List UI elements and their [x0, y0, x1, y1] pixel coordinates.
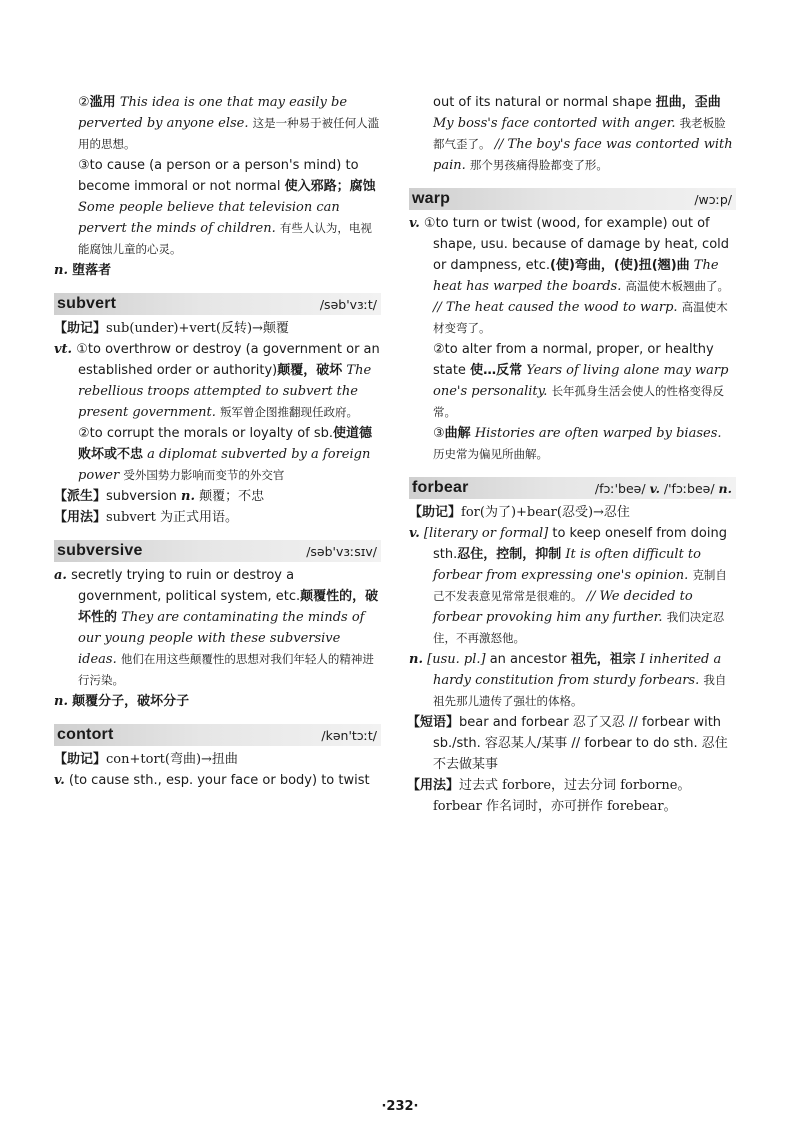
part-of-speech: v.	[409, 526, 420, 541]
example-translation: 那个男孩痛得脸都变了形。	[469, 158, 608, 172]
example-translation: 长年孤身生活会使人的性格变得反常。	[433, 384, 725, 419]
phrase-line	[409, 712, 736, 775]
right-column	[409, 92, 736, 817]
headword-bar-contort	[54, 724, 381, 746]
headword: subvert	[57, 295, 117, 312]
example-sentence: Some people believe that television can pervert the minds of children.	[78, 200, 340, 236]
pervert-sense-2	[54, 92, 381, 155]
part-of-speech: v.	[649, 480, 660, 496]
headword: warp	[412, 190, 451, 207]
phrase-tag: 【短语】	[407, 715, 460, 730]
example-sentence: The heat caused the wood to warp.	[445, 300, 678, 315]
pronunciation: /səb'vɜːt/	[319, 296, 377, 312]
sense-definition: to alter from a normal, proper, or healthy state	[433, 342, 714, 378]
part-of-speech: vt.	[54, 342, 73, 357]
mnemonic-tag: 【助记】	[409, 505, 462, 520]
subversive-adjective	[54, 565, 381, 691]
sense-definition-zh: 使入邪路；腐蚀	[284, 179, 376, 194]
example-sentence: We decided to forbear provoking him any further.	[433, 589, 693, 625]
example-translation: 我自祖先那儿遗传了强壮的体格。	[433, 673, 727, 708]
example-sentence: They are contaminating the minds of our young people with these subversive ideas.	[78, 610, 365, 667]
part-of-speech: n.	[54, 694, 68, 709]
example-translation: 他们在用这些颠覆性的思想对我们年轻人的精神进行污染。	[78, 652, 374, 687]
sense-definition: to cause (a person or a person's mind) to become immoral or not normal	[78, 158, 359, 194]
sense-definition: secretly trying to ruin or destroy a government, political system, etc.	[71, 568, 301, 604]
example-translation: 克制自己不发表意见常常是很难的。	[433, 568, 727, 603]
example-sentence: It is often difficult to forbear from expressing one's opinion.	[433, 547, 701, 583]
phrase-text: bear and forbear 忍了又忍 // forbear with sb./sth. 容忍某人/某事 // forbear to do sth. 忍住不去做某事	[433, 715, 728, 772]
contort-verb	[54, 770, 381, 791]
noun-definition: 颠覆分子，破坏分子	[72, 694, 190, 709]
derivation-line	[54, 486, 381, 507]
sense-definition-zh: 祖先，祖宗	[570, 652, 636, 667]
subvert-sense-2	[54, 423, 381, 486]
part-of-speech: n.	[718, 480, 732, 496]
usage-text: subvert 为正式用语。	[106, 510, 238, 525]
sense-number: ②	[78, 426, 90, 441]
headword: subversive	[57, 542, 143, 559]
register-label: [literary or formal]	[423, 526, 549, 541]
pronunciation-group	[595, 481, 732, 496]
derivation-tag: 【派生】	[54, 489, 107, 504]
example-translation: 有些人认为，电视能腐蚀儿童的心灵。	[78, 221, 372, 256]
sense-definition-zh: 使…反常	[470, 363, 523, 378]
mnemonic-text: con+tort(弯曲)→扭曲	[106, 752, 238, 767]
usage-label: [usu. pl.]	[427, 652, 486, 667]
pronunciation: /'fɔːbeə/	[663, 480, 715, 496]
left-column	[54, 92, 381, 791]
pronunciation: /wɔːp/	[694, 191, 732, 207]
usage-line	[54, 507, 381, 528]
sense-definition: to overthrow or destroy (a government or an established order or authority)	[78, 342, 380, 378]
derived-word-meaning: 颠覆；不忠	[199, 489, 265, 504]
headword: forbear	[412, 479, 469, 496]
sense-definition-zh: 颠覆性的，破坏性的	[78, 589, 379, 625]
example-sentence: The rebellious troops attempted to subvert the present government.	[78, 363, 372, 420]
mnemonic-text: sub(under)+vert(反转)→颠覆	[106, 321, 289, 336]
sense-definition: to turn or twist (wood, for example) out of shape, usu. because of damage by heat, cold or dampness, etc.	[433, 216, 730, 273]
sense-definition-zh: 颠覆，破坏	[277, 363, 343, 378]
mnemonic-line	[409, 502, 736, 523]
pronunciation: /fɔː'beə/	[594, 480, 646, 496]
subversive-noun	[54, 691, 381, 712]
headword-bar-subversive	[54, 540, 381, 562]
mnemonic-text: for(为了)+bear(忍受)→忍住	[461, 505, 630, 520]
pronunciation: /kən'tɔːt/	[321, 727, 377, 743]
example-translation: 受外国势力影响而变节的外交官	[123, 468, 285, 482]
separator: //	[494, 137, 504, 152]
sense-definition-zh: 扭曲，歪曲	[655, 95, 721, 110]
forbear-verb	[409, 523, 736, 649]
sense-definition-zh: 忍住，控制，抑制	[457, 547, 562, 562]
usage-tag: 【用法】	[54, 510, 107, 525]
example-translation: 高温使木材变弯了。	[433, 300, 728, 335]
sense-definition: to keep oneself from doing sth.	[433, 526, 727, 562]
part-of-speech: n.	[409, 652, 423, 667]
pervert-sense-3	[54, 155, 381, 260]
example-sentence: a diplomat subverted by a foreign power	[78, 447, 371, 483]
headword-bar-subvert	[54, 293, 381, 315]
separator: //	[433, 300, 442, 315]
warp-sense-1	[409, 213, 736, 339]
warp-sense-3	[409, 423, 736, 465]
headword-bar-forbear	[409, 477, 736, 499]
part-of-speech: n.	[181, 489, 196, 504]
headword: contort	[57, 726, 114, 743]
sense-number: ③	[433, 426, 445, 441]
sense-definition-zh: (使)弯曲，(使)扭(翘)曲	[550, 258, 690, 273]
mnemonic-line	[54, 318, 381, 339]
example-translation: 我们决定忍住，不再激怒他。	[433, 610, 725, 645]
example-translation: 历史常为偏见所曲解。	[433, 447, 548, 461]
sense-number: ①	[76, 342, 88, 357]
sense-definition-zh: 使道德败坏或不忠	[78, 426, 373, 462]
example-sentence: I inherited a hardy constitution from sturdy forbears.	[433, 652, 722, 688]
example-sentence: This idea is one that may easily be perverted by anyone else.	[78, 95, 348, 131]
example-translation: 我老板脸都气歪了。	[433, 116, 726, 151]
sense-number: ①	[423, 216, 436, 231]
sense-number: ②	[78, 95, 90, 110]
headword-bar-warp	[409, 188, 736, 210]
example-translation: 高温使木板翘曲了。	[625, 279, 729, 293]
mnemonic-tag: 【助记】	[54, 752, 107, 767]
noun-definition: 堕落者	[72, 263, 112, 278]
usage-tag: 【用法】	[407, 778, 460, 793]
sense-number: ③	[78, 158, 90, 173]
example-translation: 叛军曾企图推翻现任政府。	[220, 405, 358, 419]
derived-word: subversion	[106, 489, 177, 504]
example-translation: 这是一种易于被任何人滥用的思想。	[78, 116, 380, 151]
pronunciation: /səb'vɜːsɪv/	[306, 543, 377, 559]
sense-definition: an ancestor	[489, 652, 567, 667]
sense-definition: (to cause sth., esp. your face or body) to twist	[68, 773, 370, 788]
sense-definition: out of its natural or normal shape	[433, 95, 652, 110]
sense-definition-zh: 滥用	[89, 95, 116, 110]
warp-sense-2	[409, 339, 736, 423]
pervert-noun	[54, 260, 381, 281]
example-sentence: The heat has warped the boards.	[433, 258, 719, 294]
separator: //	[586, 589, 596, 604]
mnemonic-line	[54, 749, 381, 770]
part-of-speech: v.	[54, 773, 65, 788]
subvert-sense-1	[54, 339, 381, 423]
example-sentence: My boss's face contorted with anger.	[433, 116, 676, 131]
mnemonic-tag: 【助记】	[54, 321, 107, 336]
part-of-speech: n.	[54, 263, 68, 278]
sense-definition: to corrupt the morals or loyalty of sb.	[89, 426, 334, 441]
page-number: ·232·	[381, 1099, 419, 1114]
part-of-speech: v.	[409, 216, 420, 231]
example-sentence: Histories are often warped by biases.	[474, 426, 722, 441]
contort-continuation	[409, 92, 736, 176]
sense-number: ②	[433, 342, 445, 357]
part-of-speech: a.	[54, 568, 67, 583]
forbear-noun	[409, 649, 736, 712]
usage-text: 过去式 forbore，过去分词 forborne。forbear 作名词时，亦可拼作 forebear。	[433, 778, 691, 814]
sense-definition-zh: 曲解	[444, 426, 471, 441]
usage-line	[409, 775, 736, 817]
example-sentence: Years of living alone may warp one's personality.	[433, 363, 729, 399]
example-sentence: The boy's face was contorted with pain.	[433, 137, 733, 173]
